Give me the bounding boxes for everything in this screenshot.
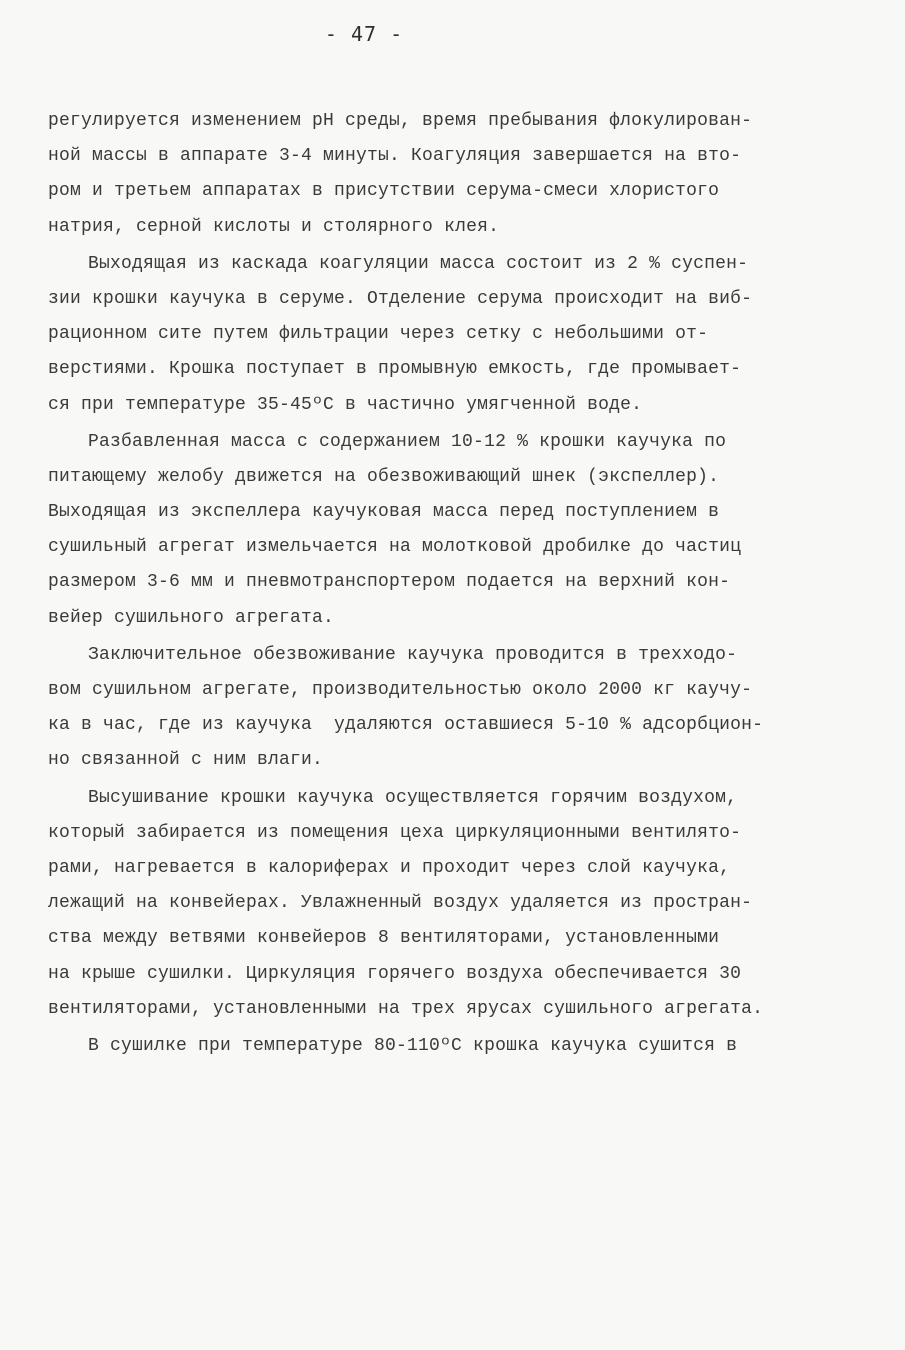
text-line: ка в час, где из каучука удаляются оставшиеся 5-10 % адсорбцион- xyxy=(48,715,764,736)
text-line: Выходящая из каскада коагуляции масса состоит из 2 % суспен- xyxy=(88,253,749,274)
text-line: Высушивание крошки каучука осуществляется горячим воздухом, xyxy=(88,787,738,808)
text-line: В сушилке при температуре 80-110ºС крошка каучука сушится в xyxy=(88,1035,738,1056)
text-line: зии крошки каучука в серуме. Отделение серума происходит на виб- xyxy=(48,288,753,309)
text-line: натрия, серной кислоты и столярного клея. xyxy=(48,216,500,237)
text-line: вом сушильном агрегате, производительностью около 2000 кг каучу- xyxy=(48,680,753,700)
text-line: ром и третьем аппаратах в присутствии серума-смеси хлористого xyxy=(48,181,720,202)
text-line: питающему желобу движется на обезвоживающий шнек (экспеллер). xyxy=(48,466,720,487)
text-line: Заключительное обезвоживание каучука проводится в трехходо- xyxy=(88,644,738,665)
paragraph-5 xyxy=(48,781,868,1027)
text-line: ства между ветвями конвейеров 8 вентиляторами, установленными xyxy=(48,928,720,949)
text-line: который забирается из помещения цеха циркуляционными вентилято- xyxy=(48,822,742,843)
paragraph-2 xyxy=(48,247,868,423)
text-line: рами, нагревается в калориферах и проходит через слой каучука, xyxy=(48,857,731,878)
text-line: лежащий на конвейерах. Увлажненный воздух удаляется из простран- xyxy=(48,893,753,914)
text-line: Выходящая из экспеллера каучуковая масса перед поступлением в xyxy=(48,502,720,523)
text-line: регулируется изменением рН среды, время пребывания флокулирован- xyxy=(48,111,753,131)
text-line: сушильный агрегат измельчается на молотковой дробилке до частиц xyxy=(48,537,742,558)
text-line: рационном сите путем фильтрации через сетку с небольшими от- xyxy=(48,324,709,345)
text-line: но связанной с ним влаги. xyxy=(48,750,324,771)
text-line: вейер сушильного агрегата. xyxy=(48,607,335,628)
text-line: ся при температуре 35-45ºС в частично умягченной воде. xyxy=(48,394,643,415)
page-number: - 47 - xyxy=(324,22,404,46)
text-line: Разбавленная масса с содержанием 10-12 % крошки каучука по xyxy=(88,431,727,452)
paragraph-3 xyxy=(48,425,868,636)
paragraph-1 xyxy=(48,104,868,245)
text-line: размером 3-6 мм и пневмотранспортером подается на верхний кон- xyxy=(48,572,731,593)
body-text xyxy=(48,104,868,1064)
paragraph-6 xyxy=(48,1029,868,1064)
text-line: верстиями. Крошка поступает в промывную емкость, где промывает- xyxy=(48,359,742,380)
text-line: вентиляторами, установленными на трех ярусах сушильного агрегата. xyxy=(48,998,764,1019)
text-line: на крыше сушилки. Циркуляция горячего воздуха обеспечивается 30 xyxy=(48,963,742,984)
text-line: ной массы в аппарате 3-4 минуты. Коагуляция завершается на вто- xyxy=(48,146,742,167)
paragraph-4 xyxy=(48,638,868,779)
